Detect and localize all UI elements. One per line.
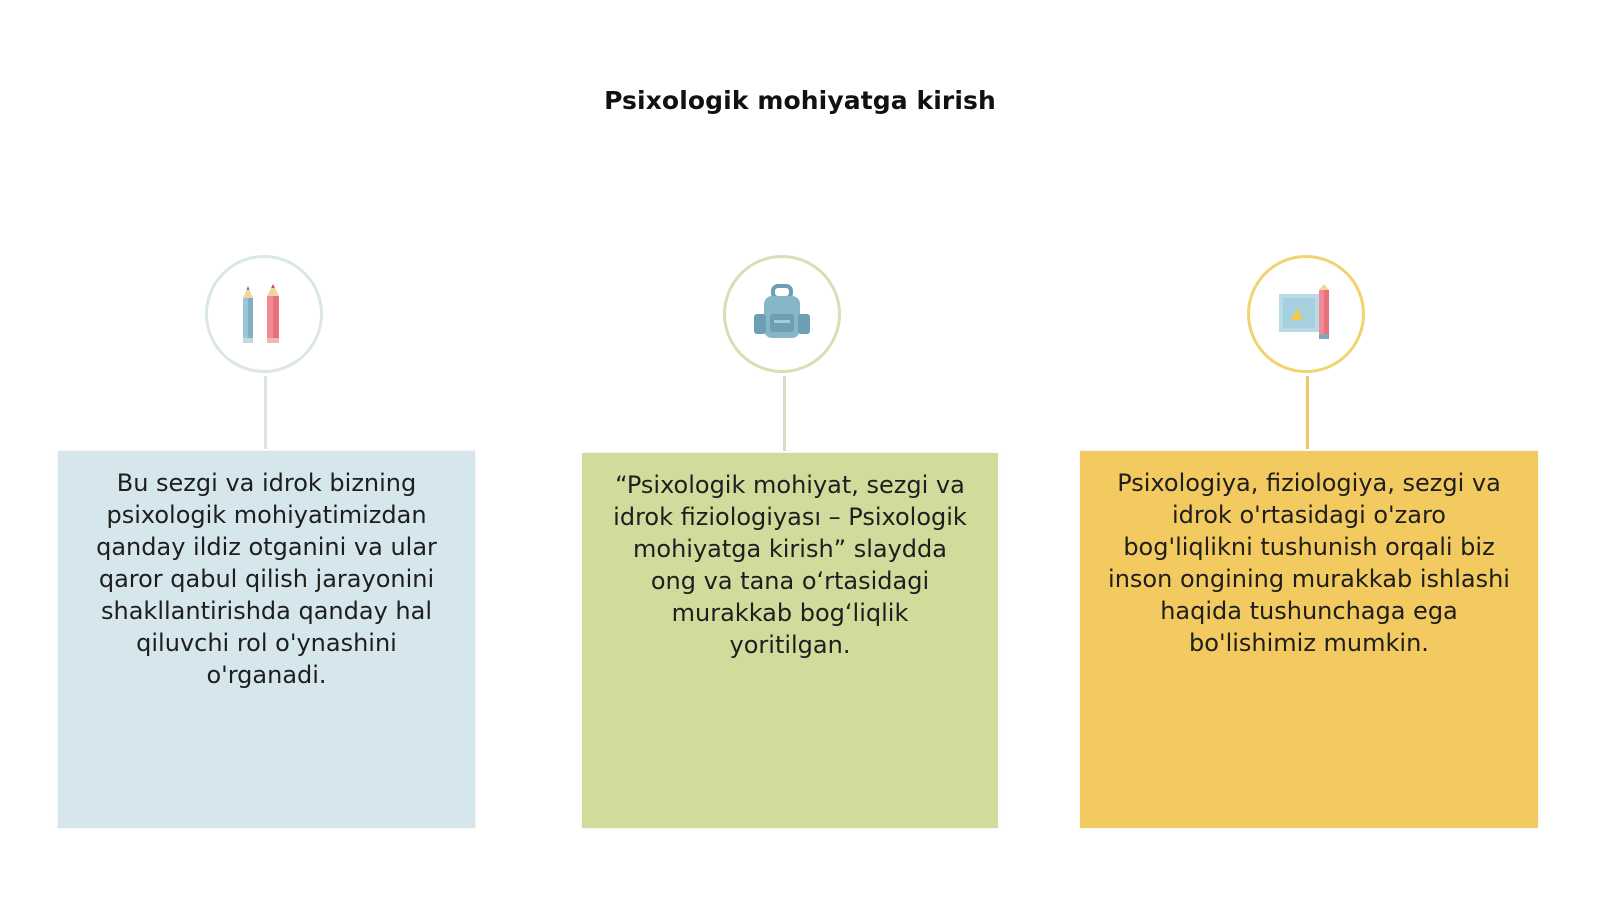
connector-line-2	[783, 376, 786, 451]
slide-title: Psixologik mohiyatga kirish	[604, 86, 996, 115]
icon-circle-3	[1247, 255, 1365, 373]
pencils-icon	[237, 282, 291, 346]
icon-circle-1	[205, 255, 323, 373]
backpack-icon	[752, 284, 812, 344]
card-2	[582, 453, 998, 828]
card-1-text: Bu sezgi va idrok bizning psixologik mohiyatimizdan qanday ildiz otganini va ular qaror qabul qilish jarayonini shakllantirishda qanday hal qiluvchi rol o'ynashini o'rganadi.	[96, 469, 437, 689]
card-3-text: Psixologiya, fiziologiya, sezgi va idrok o'rtasidagi o'zaro bog'liqlikni tushunish orqali biz inson ongining murakkab ishlashi haqida tushunchaga ega bo'lishimiz mumkin.	[1108, 469, 1510, 657]
card-3	[1080, 451, 1538, 828]
connector-line-1	[264, 376, 267, 449]
icon-circle-2	[723, 255, 841, 373]
card-2-text: “Psixologik mohiyat, sezgi va idrok fiziologiyası – Psixologik mohiyatga kirish” slaydda ong va tana oʻrtasidagi murakkab bogʻliqlik yoritilgan.	[613, 471, 967, 659]
card-1	[58, 451, 475, 828]
connector-line-3	[1306, 376, 1309, 449]
drawing-board-icon	[1275, 284, 1337, 344]
